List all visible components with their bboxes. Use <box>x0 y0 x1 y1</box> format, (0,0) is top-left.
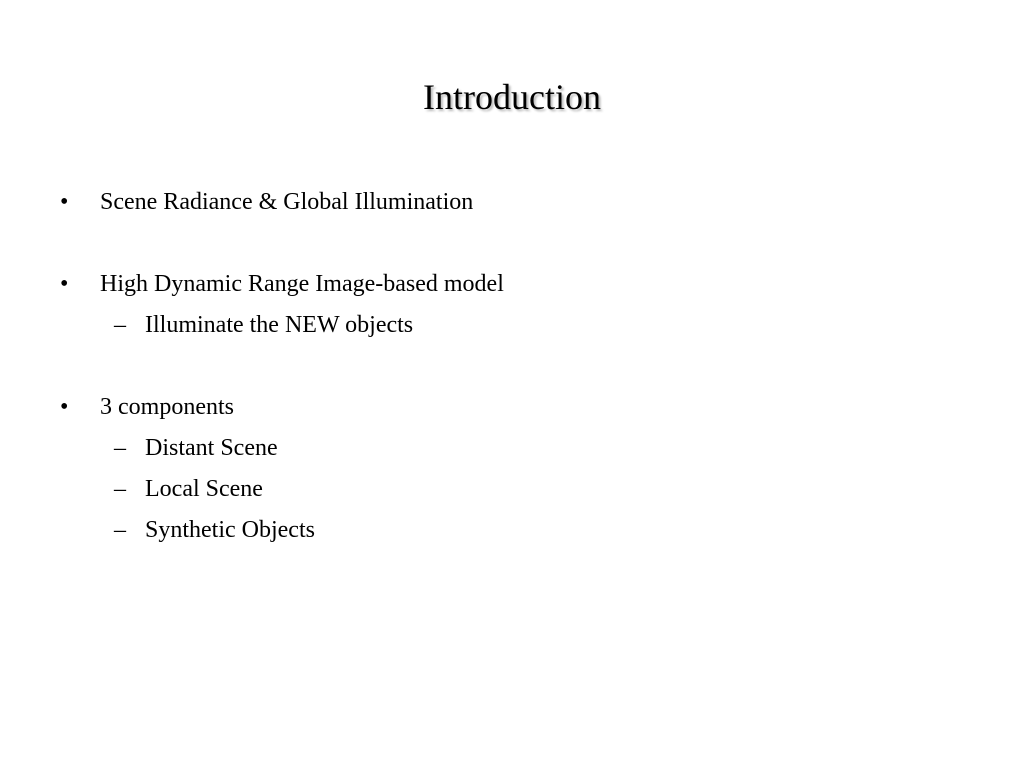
sub-bullet-text: Synthetic Objects <box>145 517 315 543</box>
bullet-marker: • <box>60 394 69 420</box>
bullet-marker: • <box>60 271 69 297</box>
sub-bullet-text: Distant Scene <box>145 435 278 461</box>
sub-bullet-marker: – <box>114 517 126 543</box>
sub-bullet-text: Illuminate the NEW objects <box>145 312 414 338</box>
slide-title: Introduction <box>423 77 601 117</box>
bullet-text: Scene Radiance & Global Illumination <box>100 189 474 215</box>
bullet-text: 3 components <box>100 394 234 420</box>
bullet-text: High Dynamic Range Image-based model <box>100 271 504 297</box>
bullet-marker: • <box>60 189 69 215</box>
sub-bullet-text: Local Scene <box>145 476 263 502</box>
sub-bullet-marker: – <box>114 435 126 461</box>
sub-bullet-marker: – <box>114 312 126 338</box>
sub-bullet-marker: – <box>114 476 126 502</box>
